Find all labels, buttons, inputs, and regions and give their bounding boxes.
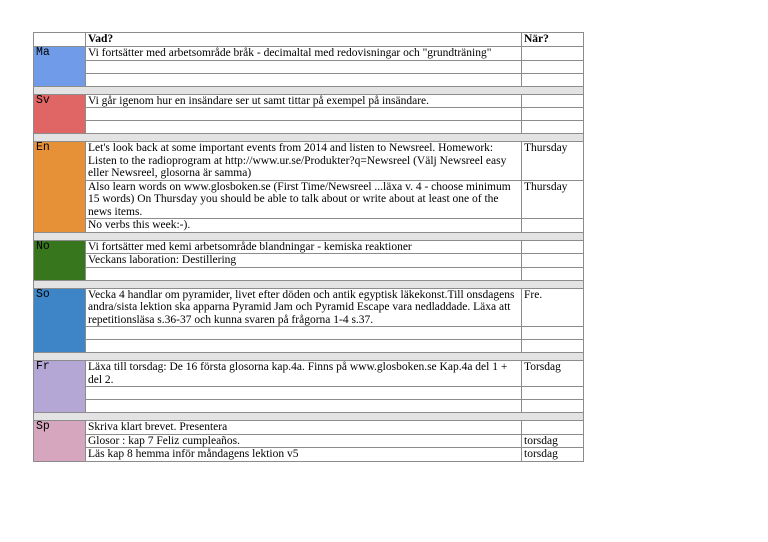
weekly-plan-sheet	[33, 32, 583, 462]
separator-cell	[34, 86, 584, 94]
task-due	[522, 108, 584, 121]
separator-cell	[34, 232, 584, 240]
subject-separator	[34, 134, 584, 142]
subject-separator	[34, 413, 584, 421]
plan-row	[34, 108, 584, 121]
task-due: torsdag	[522, 434, 584, 448]
task-due: Thursday	[522, 142, 584, 181]
task-due: Torsdag	[522, 361, 584, 387]
plan-row	[34, 340, 584, 353]
subject-separator	[34, 280, 584, 288]
task-description: Läxa till torsdag: De 16 första glosorna kap.4a. Finns på www.glosboken.se Kap.4a del 1 + del 2.	[86, 361, 522, 387]
subject-code-no: No	[34, 240, 86, 280]
plan-row	[34, 267, 584, 280]
task-due	[522, 267, 584, 280]
task-due: torsdag	[522, 448, 584, 462]
task-due	[522, 254, 584, 268]
task-due	[522, 240, 584, 254]
plan-row	[34, 73, 584, 86]
task-due	[522, 94, 584, 108]
subject-code-ma: Ma	[34, 47, 86, 87]
task-due	[522, 121, 584, 134]
task-description	[86, 387, 522, 400]
task-due: Fre.	[522, 288, 584, 327]
task-due	[522, 47, 584, 61]
task-description: No verbs this week:-).	[86, 219, 522, 233]
subject-separator	[34, 86, 584, 94]
header-what: Vad?	[86, 33, 522, 47]
task-description: Veckans laboration: Destillering	[86, 254, 522, 268]
task-description: Skriva klart brevet. Presentera	[86, 421, 522, 435]
plan-row	[34, 121, 584, 134]
plan-row	[34, 288, 584, 327]
weekly-plan-table	[33, 32, 584, 462]
task-description	[86, 327, 522, 340]
header-subject-cell	[34, 33, 86, 47]
task-description	[86, 108, 522, 121]
task-description: Let's look back at some important events from 2014 and listen to Newsreel. Homework: Listen to the radioprogram at http://www.ur.se/Produkter?q=Newsreel (Välj Newsreel easy eller Newsreel, glosorna är samma)	[86, 142, 522, 181]
plan-row	[34, 254, 584, 268]
task-due	[522, 387, 584, 400]
task-due	[522, 219, 584, 233]
task-due	[522, 327, 584, 340]
separator-cell	[34, 280, 584, 288]
subject-code-en: En	[34, 142, 86, 233]
plan-row	[34, 142, 584, 181]
plan-row	[34, 361, 584, 387]
subject-code-sp: Sp	[34, 421, 86, 462]
task-description: Vi fortsätter med kemi arbetsområde blandningar - kemiska reaktioner	[86, 240, 522, 254]
plan-row	[34, 180, 584, 219]
header-when: När?	[522, 33, 584, 47]
plan-row	[34, 448, 584, 462]
task-due	[522, 340, 584, 353]
plan-row	[34, 434, 584, 448]
task-due	[522, 421, 584, 435]
task-description: Vi fortsätter med arbetsområde bråk - decimaltal med redovisningar och "grundträning"	[86, 47, 522, 61]
separator-cell	[34, 134, 584, 142]
task-description	[86, 121, 522, 134]
task-due: Thursday	[522, 180, 584, 219]
task-description	[86, 267, 522, 280]
subject-code-fr: Fr	[34, 361, 86, 413]
task-description	[86, 340, 522, 353]
task-description	[86, 400, 522, 413]
task-description: Läs kap 8 hemma inför måndagens lektion v5	[86, 448, 522, 462]
task-description: Also learn words on www.glosboken.se (First Time/Newsreel ...läxa v. 4 - choose minimum 15 words) On Thursday you should be able to talk about or write about at least one of the news items.	[86, 180, 522, 219]
plan-row	[34, 240, 584, 254]
plan-row	[34, 421, 584, 435]
task-description	[86, 73, 522, 86]
task-due	[522, 60, 584, 73]
header-row	[34, 33, 584, 47]
task-due	[522, 400, 584, 413]
task-description: Vi går igenom hur en insändare ser ut samt tittar på exempel på insändare.	[86, 94, 522, 108]
subject-separator	[34, 353, 584, 361]
plan-row	[34, 387, 584, 400]
subject-code-so: So	[34, 288, 86, 353]
task-description: Vecka 4 handlar om pyramider, livet efter döden och antik egyptisk läkekonst.Till onsdagens andra/sista lektion ska apparna Pyramid Jam och Pyramid Escape vara nedladdade. Läxa att repetitionsläsa s.36-37 och kunna svaren på frågorna 1-4 s.37.	[86, 288, 522, 327]
plan-row	[34, 60, 584, 73]
plan-row	[34, 219, 584, 233]
plan-row	[34, 327, 584, 340]
plan-row	[34, 400, 584, 413]
subject-separator	[34, 232, 584, 240]
plan-row	[34, 94, 584, 108]
task-due	[522, 73, 584, 86]
subject-code-sv: Sv	[34, 94, 86, 134]
task-description: Glosor : kap 7 Feliz cumpleaños.	[86, 434, 522, 448]
plan-row	[34, 47, 584, 61]
separator-cell	[34, 413, 584, 421]
task-description	[86, 60, 522, 73]
separator-cell	[34, 353, 584, 361]
